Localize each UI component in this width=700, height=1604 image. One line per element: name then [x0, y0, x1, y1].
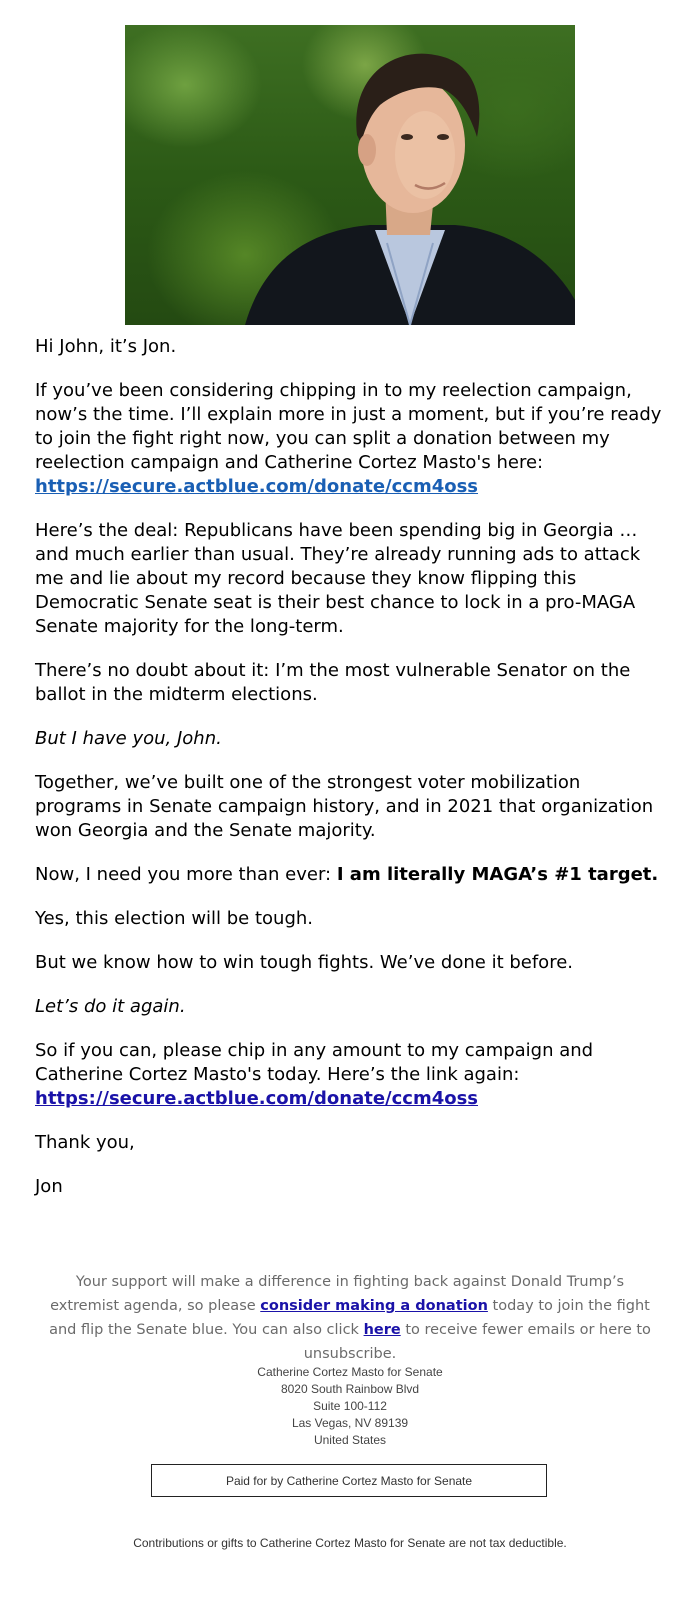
paid-for-text: Paid for by Catherine Cortez Masto for Senate [225, 1473, 473, 1488]
paragraph-have-you [35, 727, 665, 751]
footer-text-1: Your support will make a difference in fighting back against Donald Trump’s extremist agenda, so please [50, 1274, 625, 1314]
address-line: Suite 100-112 [313, 1399, 387, 1413]
paragraph-deal: Here’s the deal: Republicans have been spending big in Georgia … and much earlier than usual. They’re already running ads to attack me and lie about my record because they know flipping this Democratic Senate seat is their best chance to lock in a pro-MAGA Senate majority for the long-term. [35, 520, 641, 637]
italic-again: Let’s do it again. [35, 996, 186, 1017]
donate-link-1[interactable]: https://secure.actblue.com/donate/ccm4oss [35, 476, 479, 497]
address-line: Las Vegas, NV 89139 [291, 1416, 409, 1430]
paragraph-target-text: Now, I need you more than ever: [35, 864, 337, 885]
mailing-address [0, 1364, 700, 1449]
candidate-photo [125, 25, 575, 325]
footer-text-2: today to join the fight and flip the Senate blue. You can also click [49, 1298, 650, 1338]
fewer-emails-link[interactable]: here [363, 1322, 401, 1338]
paragraph-intro [35, 379, 665, 499]
address-line: 8020 South Rainbow Blvd [280, 1382, 420, 1396]
italic-have-you: But I have you, John. [35, 728, 222, 749]
greeting: Hi John, it’s Jon. [35, 336, 177, 357]
signature: Jon [35, 1176, 63, 1197]
tax-disclaimer: Contributions or gifts to Catherine Cortez Masto for Senate are not tax deductible. [133, 1536, 567, 1550]
portrait-illustration [125, 25, 575, 325]
address-line: United States [313, 1433, 387, 1447]
footer-text-3: to receive fewer emails or here to unsubscribe. [303, 1322, 651, 1362]
email-message [35, 335, 665, 1219]
paid-for-box [151, 1464, 547, 1497]
address-line: Catherine Cortez Masto for Senate [257, 1365, 443, 1379]
closing: Thank you, [35, 1132, 135, 1153]
paragraph-intro-text: If you’ve been considering chipping in to my reelection campaign, now’s the time. I’ll explain more in just a moment, but if you’re ready to join the fight right now, you can split a donation between my reelection campaign and Catherine Cortez Masto's here: [35, 380, 662, 473]
bold-target: I am literally MAGA’s #1 target. [336, 864, 659, 885]
paragraph-vulnerable: There’s no doubt about it: I’m the most vulnerable Senator on the ballot in the midterm elections. [35, 660, 631, 705]
paragraph-target [35, 863, 665, 887]
footer-message [40, 1270, 660, 1366]
paragraph-together: Together, we’ve built one of the strongest voter mobilization programs in Senate campaign history, and in 2021 that organization won Georgia and the Senate majority. [35, 772, 654, 841]
paragraph-win: But we know how to win tough fights. We’ve done it before. [35, 952, 573, 973]
paragraph-again [35, 995, 665, 1019]
donate-link-2[interactable]: https://secure.actblue.com/donate/ccm4oss [35, 1088, 479, 1109]
paragraph-tough: Yes, this election will be tough. [35, 908, 314, 929]
consider-donation-link[interactable]: consider making a donation [260, 1298, 488, 1314]
paragraph-chip-in-text: So if you can, please chip in any amount to my campaign and Catherine Cortez Masto's today. Here’s the link again: [35, 1040, 594, 1085]
paragraph-chip-in [35, 1039, 665, 1111]
